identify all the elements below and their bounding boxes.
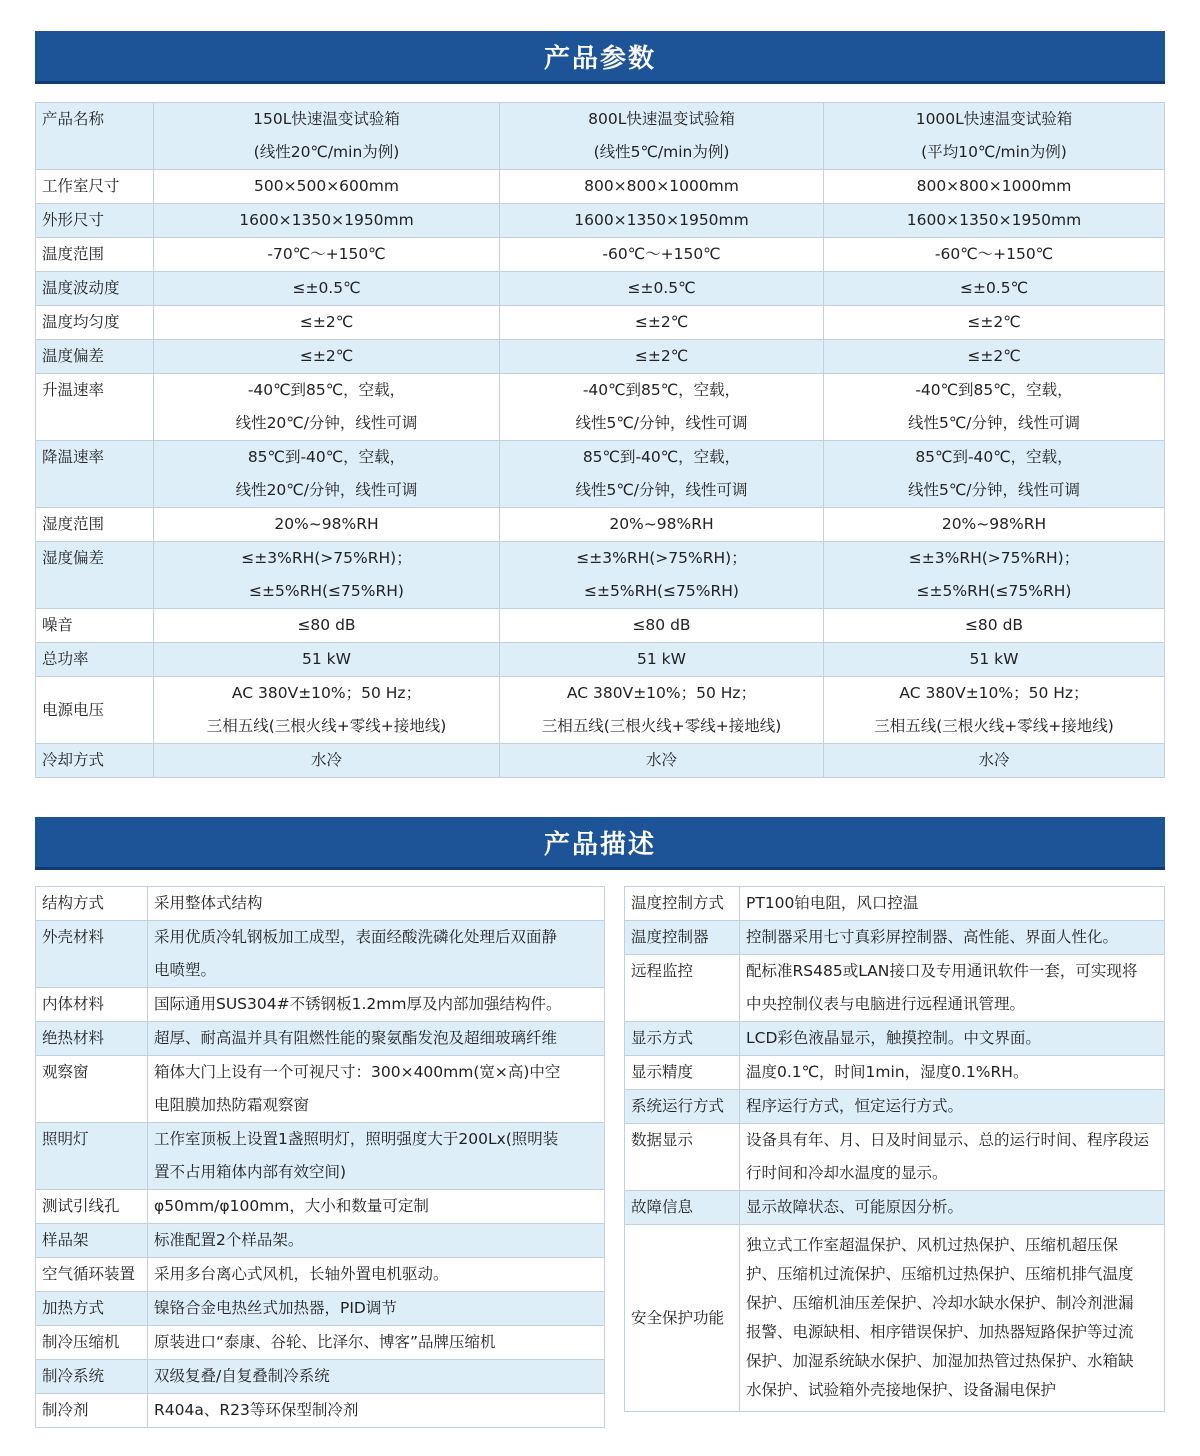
description-row [36, 887, 605, 921]
description-row [625, 1191, 1165, 1225]
section-title-text: 产品参数 [543, 43, 656, 74]
spec-value-cell: -70℃～+150℃ [154, 238, 500, 272]
description-table-right [624, 886, 1165, 1412]
spec-value-cell: 水冷 [500, 744, 824, 778]
spec-row-label: 温度范围 [36, 238, 154, 272]
spec-row-label: 温度波动度 [36, 272, 154, 306]
spec-value-cell: AC 380V±10%；50 Hz； 三相五线(三根火线+零线+接地线) [154, 677, 500, 744]
spec-row-label: 总功率 [36, 643, 154, 677]
section-title-text: 产品描述 [543, 829, 656, 860]
spec-row-label: 噪音 [36, 609, 154, 643]
spec-value-cell: 800L快速温变试验箱 (线性5℃/min为例) [500, 103, 824, 170]
description-row [36, 1292, 605, 1326]
spec-value-cell: ≤±2℃ [154, 340, 500, 374]
spec-value-cell: 51 kW [500, 643, 824, 677]
spec-row [36, 542, 1165, 609]
description-row [36, 1056, 605, 1123]
description-value: 采用整体式结构 [148, 887, 605, 921]
description-row [36, 1394, 605, 1428]
description-value: 镍铬合金电热丝式加热器，PID调节 [148, 1292, 605, 1326]
description-value: 标准配置2个样品架。 [148, 1224, 605, 1258]
description-row [36, 1190, 605, 1224]
spec-row-label: 产品名称 [36, 103, 154, 170]
description-value: 双级复叠/自复叠制冷系统 [148, 1360, 605, 1394]
description-label: 制冷系统 [36, 1360, 148, 1394]
description-row [36, 1123, 605, 1190]
spec-value-cell: 800×800×1000mm [824, 170, 1165, 204]
spec-value-cell: ≤80 dB [824, 609, 1165, 643]
description-row [625, 955, 1165, 1022]
spec-row-label: 外形尺寸 [36, 204, 154, 238]
description-row [36, 1224, 605, 1258]
spec-value-cell: 1000L快速温变试验箱 (平均10℃/min为例) [824, 103, 1165, 170]
spec-value-cell: -40℃到85℃，空载， 线性5℃/分钟，线性可调 [824, 374, 1165, 441]
spec-row-label: 工作室尺寸 [36, 170, 154, 204]
description-label: 加热方式 [36, 1292, 148, 1326]
spec-row [36, 103, 1165, 170]
description-label: 系统运行方式 [625, 1090, 740, 1124]
spec-value-cell: ≤80 dB [154, 609, 500, 643]
description-label: 空气循环装置 [36, 1258, 148, 1292]
description-label: 温度控制器 [625, 921, 740, 955]
spec-row [36, 374, 1165, 441]
description-row [36, 1258, 605, 1292]
description-value: 国际通用SUS304#不锈钢板1.2mm厚及内部加强结构件。 [148, 988, 605, 1022]
description-row [36, 921, 605, 988]
description-value: PT100铂电阻，风口控温 [740, 887, 1165, 921]
description-row [625, 887, 1165, 921]
spec-value-cell: ≤±2℃ [500, 340, 824, 374]
spec-row-label: 温度偏差 [36, 340, 154, 374]
description-value: 工作室顶板上设置1盏照明灯，照明强度大于200Lx(照明装 置不占用箱体内部有效空间) [148, 1123, 605, 1190]
spec-value-cell: ≤±3%RH(>75%RH)； ≤±5%RH(≤75%RH) [500, 542, 824, 609]
spec-value-cell: 51 kW [154, 643, 500, 677]
description-label: 绝热材料 [36, 1022, 148, 1056]
description-label: 制冷压缩机 [36, 1326, 148, 1360]
spec-row [36, 508, 1165, 542]
description-label: 显示精度 [625, 1056, 740, 1090]
spec-value-cell: ≤±0.5℃ [500, 272, 824, 306]
description-label: 内体材料 [36, 988, 148, 1022]
description-label: 观察窗 [36, 1056, 148, 1123]
description-row [625, 1225, 1165, 1412]
description-label: 远程监控 [625, 955, 740, 1022]
description-row [36, 1022, 605, 1056]
description-value: 设备具有年、月、日及时间显示、总的运行时间、程序段运 行时间和冷却水温度的显示。 [740, 1124, 1165, 1191]
spec-value-cell: 800×800×1000mm [500, 170, 824, 204]
spec-row [36, 238, 1165, 272]
spec-value-cell: ≤±2℃ [500, 306, 824, 340]
description-row [625, 1022, 1165, 1056]
section-title-parameters [35, 31, 1165, 81]
spec-value-cell: 20%~98%RH [824, 508, 1165, 542]
spec-row-label: 升温速率 [36, 374, 154, 441]
spec-row [36, 170, 1165, 204]
description-table-left [35, 886, 605, 1428]
description-value: 超厚、耐高温并具有阻燃性能的聚氨酯发泡及超细玻璃纤维 [148, 1022, 605, 1056]
spec-value-cell: 85℃到-40℃，空载， 线性5℃/分钟，线性可调 [824, 441, 1165, 508]
spec-value-cell: -60℃～+150℃ [500, 238, 824, 272]
spec-value-cell: ≤±2℃ [824, 340, 1165, 374]
description-value: R404a、R23等环保型制冷剂 [148, 1394, 605, 1428]
spec-row [36, 609, 1165, 643]
spec-row-label: 降温速率 [36, 441, 154, 508]
spec-value-cell: 1600×1350×1950mm [824, 204, 1165, 238]
description-value: 原装进口“泰康、谷轮、比泽尔、博客”品牌压缩机 [148, 1326, 605, 1360]
spec-value-cell: 85℃到-40℃，空载， 线性5℃/分钟，线性可调 [500, 441, 824, 508]
description-value: 配标准RS485或LAN接口及专用通讯软件一套，可实现将 中央控制仪表与电脑进行远程通讯管理。 [740, 955, 1165, 1022]
spec-value-cell: 500×500×600mm [154, 170, 500, 204]
description-value: 控制器采用七寸真彩屏控制器、高性能、界面人性化。 [740, 921, 1165, 955]
description-row [36, 988, 605, 1022]
spec-row [36, 340, 1165, 374]
spec-row-label: 湿度范围 [36, 508, 154, 542]
spec-row [36, 677, 1165, 744]
spec-value-cell: ≤±3%RH(>75%RH)； ≤±5%RH(≤75%RH) [154, 542, 500, 609]
spec-value-cell: ≤±2℃ [824, 306, 1165, 340]
spec-row-label: 湿度偏差 [36, 542, 154, 609]
description-row [36, 1360, 605, 1394]
spec-value-cell: 51 kW [824, 643, 1165, 677]
description-row [625, 1090, 1165, 1124]
spec-value-cell: -40℃到85℃，空载， 线性20℃/分钟，线性可调 [154, 374, 500, 441]
description-row [625, 1056, 1165, 1090]
spec-value-cell: ≤80 dB [500, 609, 824, 643]
spec-value-cell: ≤±3%RH(>75%RH)； ≤±5%RH(≤75%RH) [824, 542, 1165, 609]
description-value: LCD彩色液晶显示，触摸控制。中文界面。 [740, 1022, 1165, 1056]
spec-value-cell: 水冷 [154, 744, 500, 778]
spec-value-cell: 1600×1350×1950mm [154, 204, 500, 238]
spec-value-cell: 水冷 [824, 744, 1165, 778]
spec-row-label: 温度均匀度 [36, 306, 154, 340]
spec-row-label: 冷却方式 [36, 744, 154, 778]
description-value: 程序运行方式，恒定运行方式。 [740, 1090, 1165, 1124]
description-label: 显示方式 [625, 1022, 740, 1056]
description-row [625, 921, 1165, 955]
spec-value-cell: 20%~98%RH [154, 508, 500, 542]
spec-value-cell: 150L快速温变试验箱 (线性20℃/min为例) [154, 103, 500, 170]
description-label: 测试引线孔 [36, 1190, 148, 1224]
section-title-description [35, 817, 1165, 867]
spec-row [36, 744, 1165, 778]
spec-value-cell: 20%~98%RH [500, 508, 824, 542]
spec-row [36, 441, 1165, 508]
spec-row-label: 电源电压 [36, 677, 154, 744]
spec-value-cell: -60℃～+150℃ [824, 238, 1165, 272]
description-value: 独立式工作室超温保护、风机过热保护、压缩机超压保 护、压缩机过流保护、压缩机过热保护、压缩机排气温度 保护、压缩机油压差保护、冷却水缺水保护、制冷剂泄漏 报警、电源缺相、相序错误保护、加热器短路保护等过流 保护、加湿系统缺水保护、加湿加热管过热保护、水箱缺 水保护、试验箱外壳接地保护、设备漏电保护 [740, 1225, 1165, 1412]
spec-value-cell: 85℃到-40℃，空载， 线性20℃/分钟，线性可调 [154, 441, 500, 508]
description-label: 样品架 [36, 1224, 148, 1258]
spec-value-cell: -40℃到85℃，空载， 线性5℃/分钟，线性可调 [500, 374, 824, 441]
spec-value-cell: AC 380V±10%；50 Hz； 三相五线(三根火线+零线+接地线) [824, 677, 1165, 744]
spec-value-cell: ≤±2℃ [154, 306, 500, 340]
description-label: 照明灯 [36, 1123, 148, 1190]
spec-value-cell: AC 380V±10%；50 Hz； 三相五线(三根火线+零线+接地线) [500, 677, 824, 744]
description-value: 显示故障状态、可能原因分析。 [740, 1191, 1165, 1225]
description-value: 温度0.1℃，时间1min，湿度0.1%RH。 [740, 1056, 1165, 1090]
description-label: 制冷剂 [36, 1394, 148, 1428]
description-row [36, 1326, 605, 1360]
spec-value-cell: 1600×1350×1950mm [500, 204, 824, 238]
description-value: 箱体大门上设有一个可视尺寸：300×400mm(宽×高)中空 电阻膜加热防霜观察窗 [148, 1056, 605, 1123]
spec-value-cell: ≤±0.5℃ [824, 272, 1165, 306]
spec-row [36, 643, 1165, 677]
description-label: 温度控制方式 [625, 887, 740, 921]
description-row [625, 1124, 1165, 1191]
description-label: 数据显示 [625, 1124, 740, 1191]
description-label: 外壳材料 [36, 921, 148, 988]
description-label: 结构方式 [36, 887, 148, 921]
spec-row [36, 272, 1165, 306]
spec-row [36, 204, 1165, 238]
spec-table [35, 102, 1165, 778]
spec-value-cell: ≤±0.5℃ [154, 272, 500, 306]
description-value: φ50mm/φ100mm，大小和数量可定制 [148, 1190, 605, 1224]
spec-row [36, 306, 1165, 340]
description-value: 采用多台离心式风机，长轴外置电机驱动。 [148, 1258, 605, 1292]
description-label: 安全保护功能 [625, 1225, 740, 1412]
description-value: 采用优质冷轧钢板加工成型，表面经酸洗磷化处理后双面静 电喷塑。 [148, 921, 605, 988]
description-label: 故障信息 [625, 1191, 740, 1225]
